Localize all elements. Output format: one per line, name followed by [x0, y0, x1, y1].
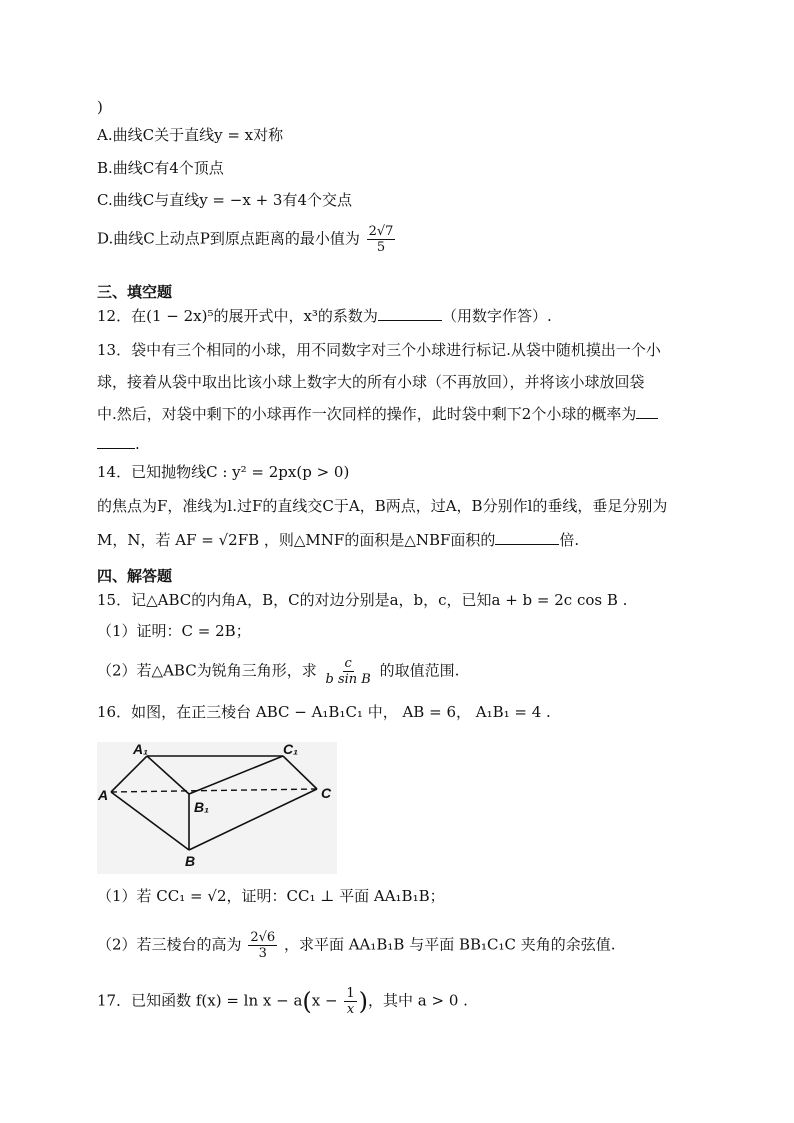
label-a1: A₁: [133, 742, 149, 757]
question-14-line1: 14．已知抛物线C : y² = 2px(p > 0): [97, 463, 350, 481]
question-17-fraction: $\frac{1}{x}$: [346, 986, 355, 1017]
question-15-part1: （1）证明：C = 2B；: [97, 622, 251, 640]
section-solutions: 四、解答题: [97, 567, 173, 585]
question-15: 15．记△ABC的内角A，B，C的对边分别是a，b，c，已知a + b = 2c cos B .: [97, 591, 628, 609]
question-17: 17．已知函数 f(x) = ln x − a(x − $\frac{1}{x}$ )，其中 a > 0 .: [97, 986, 468, 1017]
label-a: A: [98, 787, 109, 803]
question-13-line2: 球，接着从袋中取出比该小球上数字大的所有小球（不再放回），并将该小球放回袋: [97, 373, 645, 391]
question-16: 16．如图，在正三棱台 ABC − A₁B₁C₁ 中， AB = 6， A₁B₁ = 4 .: [97, 703, 551, 721]
option-d-fraction: $\frac{2√7}{5}$: [368, 224, 394, 255]
question-13-line4: .: [97, 434, 140, 454]
label-b1: B₁: [194, 799, 210, 815]
question-15-part2: （2）若△ABC为锐角三角形，求 $\frac{c}{\text{b sin B}}$ 的取值范围.: [97, 656, 460, 687]
option-c: C.曲线C与直线y = −x + 3有4个交点: [97, 191, 352, 209]
option-d: D.曲线C上动点P到原点距离的最小值为 $\frac{2√7}{5}$: [97, 224, 394, 255]
question-16-part1: （1）若 CC₁ = √2，证明：CC₁ ⊥ 平面 AA₁B₁B；: [97, 887, 445, 905]
question-14-line2: 的焦点为F，准线为l.过F的直线交C于A，B两点，过A，B分别作l的垂线，垂足分别为: [97, 497, 668, 515]
question-13-line3: 中.然后，对袋中剩下的小球再作一次同样的操作，此时袋中剩下2个小球的概率为: [97, 404, 658, 424]
frustum-figure: [97, 742, 337, 874]
section-fill-in: 三、填空题: [97, 283, 173, 301]
paren: ): [97, 98, 103, 116]
question-15-fraction: $\frac{c}{\text{b sin B}}$: [325, 656, 371, 687]
question-14-line3: M，N，若 AF = √2FB ，则△MNF的面积是△NBF面积的 倍.: [97, 531, 580, 549]
label-b: B: [185, 853, 196, 869]
question-16-fraction: $\frac{2√6}{3}$: [250, 930, 276, 961]
question-13-line1: 13．袋中有三个相同的小球，用不同数字对三个小球进行标记.从袋中随机摸出一个小: [97, 341, 661, 359]
label-c1: C₁: [283, 742, 299, 757]
question-12: 12．在(1 − 2x)⁵的展开式中，x³的系数为 （用数字作答）.: [97, 307, 552, 325]
option-b: B.曲线C有4个顶点: [97, 159, 224, 177]
label-c: C: [321, 785, 332, 801]
question-16-part2: （2）若三棱台的高为 $\frac{2√6}{3}$ ，求平面 AA₁B₁B 与平面 BB₁C₁C 夹角的余弦值.: [97, 930, 616, 961]
option-a: A.曲线C关于直线y = x对称: [97, 126, 284, 144]
